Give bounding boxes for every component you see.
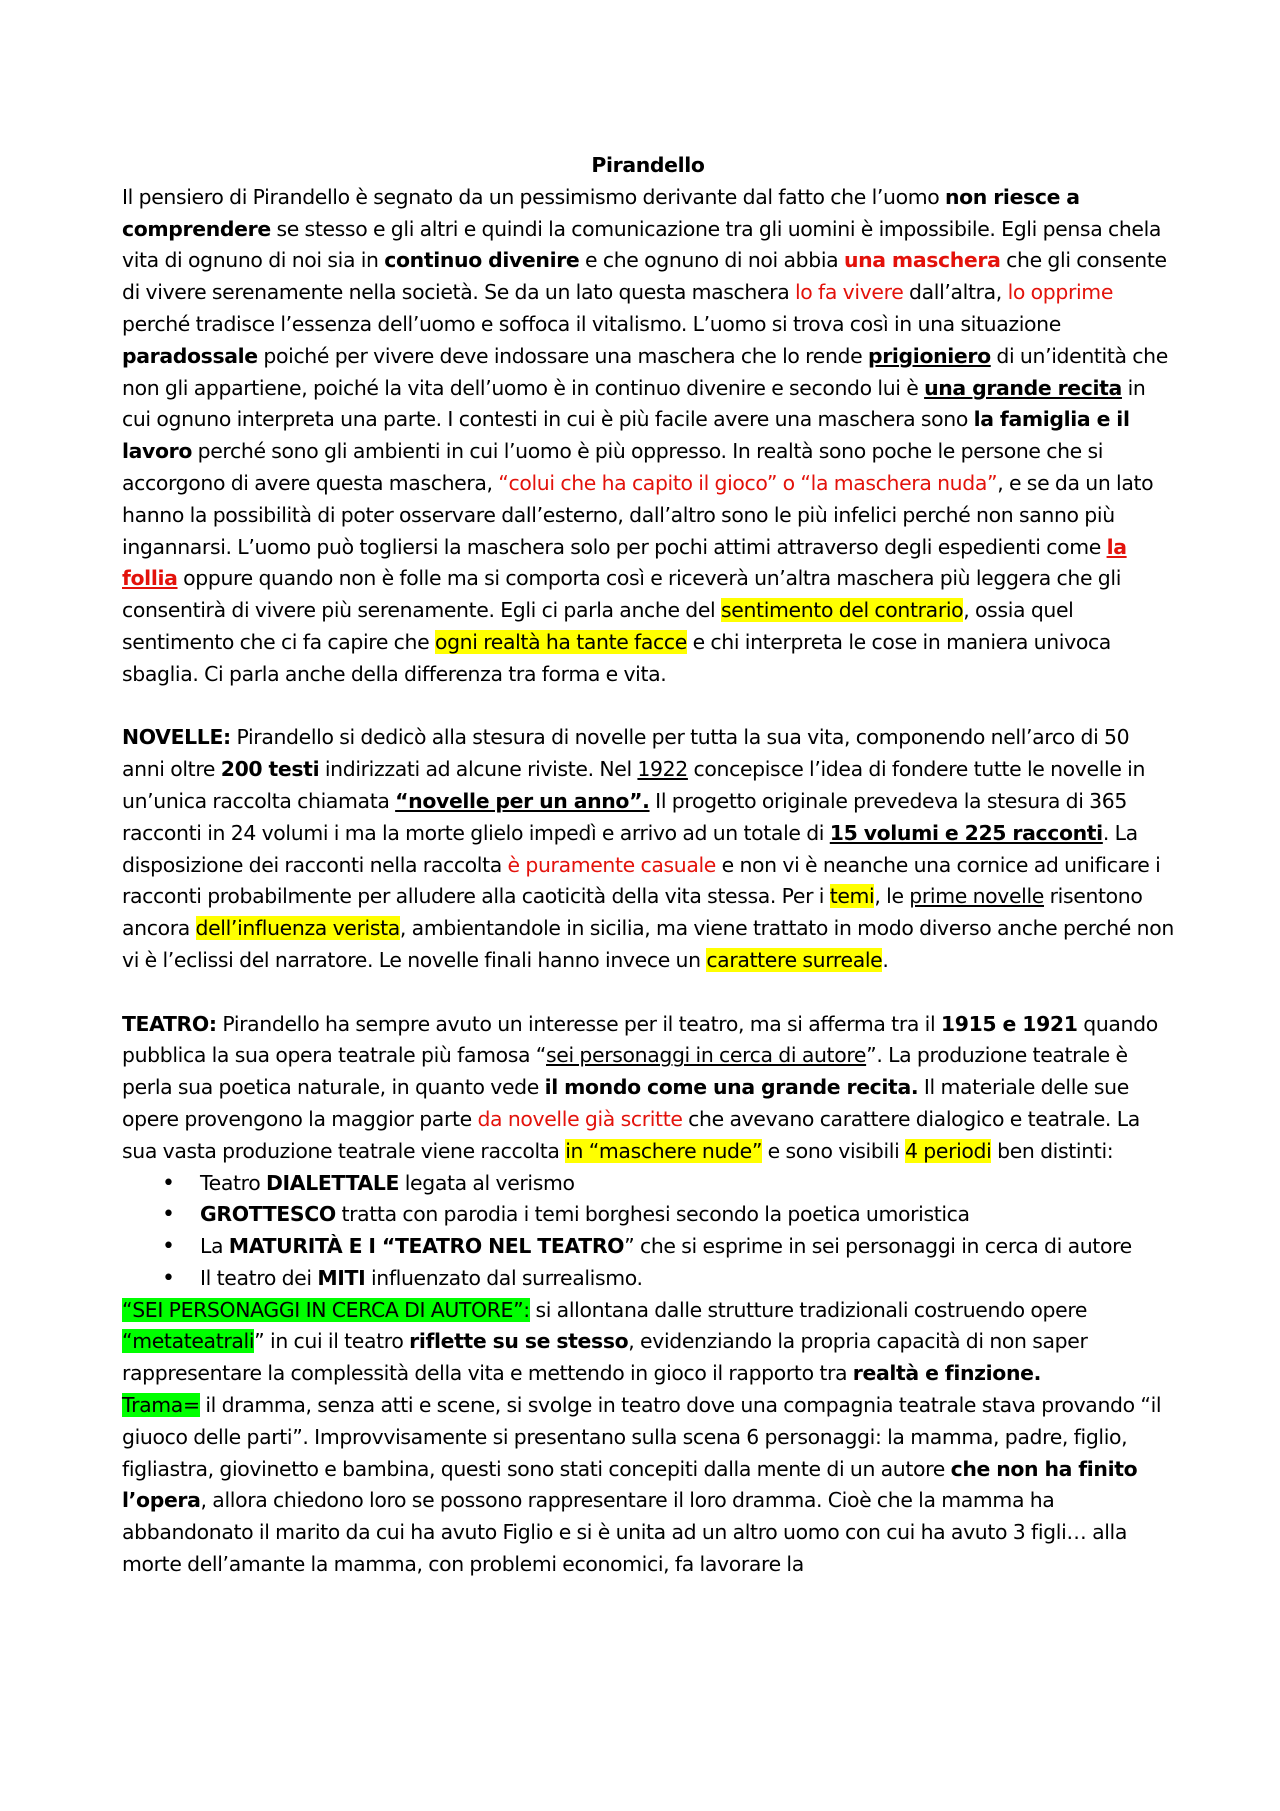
- list-item: [122, 1231, 1174, 1263]
- teatro-paragraph: [122, 1009, 1174, 1168]
- text-run: 1915 e 1921: [940, 1011, 1078, 1036]
- text-run: La: [200, 1234, 229, 1259]
- text-run: 4 periodi: [905, 1138, 992, 1163]
- periodi-list: [122, 1168, 1174, 1295]
- page-title: Pirandello: [591, 153, 705, 177]
- text-run: Pirandello si dedicò alla stesura di novelle per tutta la sua vita, componendo nell’arco di 50 anni oltre: [122, 725, 1130, 782]
- text-run: .: [882, 947, 889, 972]
- text-run: di un’identità che non gli appartiene, poiché la vita dell’uomo è in continuo divenire e secondo lui è: [122, 343, 1168, 400]
- text-run: MATURITÀ E I “TEATRO NEL TEATRO: [228, 1234, 625, 1259]
- document-page: [122, 150, 1174, 1581]
- text-run: “novelle per un anno”.: [395, 788, 650, 813]
- text-run: la follia: [122, 534, 1127, 591]
- text-run: è puramente casuale: [507, 852, 716, 877]
- text-run: 1922: [637, 757, 688, 782]
- text-run: ” in cui il teatro: [254, 1329, 410, 1354]
- text-run: realtà e finzione.: [852, 1361, 1041, 1386]
- text-run: perché sono gli ambienti in cui l’uomo è più oppresso. In realtà sono poche le persone che si accorgono di avere questa maschera,: [122, 439, 1104, 495]
- text-run: Il teatro dei: [200, 1265, 318, 1290]
- text-run: prigioniero: [867, 343, 991, 368]
- text-run: continuo divenire: [384, 248, 580, 273]
- text-run: riflette su se stesso: [409, 1329, 629, 1354]
- section-heading-novelle: NOVELLE:: [122, 725, 231, 750]
- text-run: , e se da un lato hanno la possibilità di poter osservare dall’esterno, dall’altro sono le più infelici perché non sanno più ingannarsi. L’uomo può togliersi la maschera solo per pochi attimi attraverso degli espedienti come: [122, 470, 1154, 559]
- list-item: [122, 1168, 1174, 1200]
- text-run: e non vi è neanche una cornice ad unificare i racconti probabilmente per alludere alla caoticità della vita stessa. Per i: [122, 852, 1161, 909]
- paragraph-gap: [122, 691, 1174, 723]
- text-run: , ossia quel sentimento che ci fa capire che: [122, 598, 1074, 654]
- text-run: risentono ancora: [122, 884, 1143, 941]
- text-run: una maschera: [843, 248, 1001, 273]
- text-run: la famiglia e il lavoro: [122, 407, 1130, 464]
- text-run: “colui che ha capito il gioco” o “la maschera nuda”: [498, 470, 998, 495]
- text-run: quando pubblica la sua opera teatrale più famosa “: [122, 1011, 1158, 1068]
- text-run: se stesso e gli altri e quindi la comunicazione tra gli uomini è impossibile. Egli pensa chela vita di ognuno di noi sia in: [122, 216, 1162, 273]
- text-run: che gli consente di vivere serenamente nella società. Se da un lato questa maschera: [122, 248, 1167, 305]
- novelle-paragraph: [122, 722, 1174, 976]
- section-heading-sei-personaggi: “SEI PERSONAGGI IN CERCA DI AUTORE”:: [122, 1297, 530, 1322]
- text-run: ben distinti:: [991, 1138, 1114, 1163]
- text-run: GROTTESCO: [200, 1202, 336, 1227]
- text-run: sei personaggi in cerca di autore: [546, 1043, 867, 1068]
- trama-paragraph: [122, 1390, 1174, 1581]
- text-run: il dramma, senza atti e scene, si svolge in teatro dove una compagnia teatrale stava provando “il giuoco delle parti”. Improvvisamente si presentano sulla scena 6 personaggi: la mamma, padre, figlio, figliastra, giovinetto e bambina, questi sono stati concepiti dalla mente di un autore: [122, 1393, 1162, 1481]
- text-run: , allora chiedono loro se possono rappresentare il loro dramma. Cioè che la mamma ha abbandonato il marito da cui ha avuto Figlio e si è unita ad un altro uomo con cui ha avuto 3 figli… alla morte dell’amante la mamma, con problemi economici, fa lavorare la: [122, 1488, 1127, 1577]
- text-run: influenzato dal surrealismo.: [365, 1265, 643, 1290]
- text-run: poiché per vivere deve indossare una maschera che lo rende: [257, 343, 868, 368]
- text-run: una grande recita: [924, 375, 1122, 400]
- list-item: [122, 1263, 1174, 1295]
- text-run: , le: [874, 884, 910, 909]
- text-run: , ambientandole in sicilia, ma viene trattato in modo diverso anche perché non vi è l’eclissi del narratore. Le novelle finali hanno invece un: [122, 916, 1174, 972]
- text-run: e chi interpreta le cose in maniera univoca sbaglia. Ci parla anche della differenza tra forma e vita.: [122, 629, 1111, 686]
- text-run: sentimento del contrario: [721, 598, 964, 623]
- text-run: in cui ognuno interpreta una parte. I contesti in cui è più facile avere una maschera sono: [122, 375, 1146, 432]
- text-run: il mondo come una grande recita.: [544, 1075, 919, 1100]
- list-item: [122, 1199, 1174, 1231]
- text-run: carattere surreale: [706, 947, 883, 972]
- text-run: , evidenziando la propria capacità di non saper rappresentare la complessità della vita e mettendo in gioco il rapporto tra: [122, 1329, 1088, 1386]
- paragraph-gap: [122, 977, 1174, 1009]
- sei-personaggi-paragraph: [122, 1295, 1174, 1390]
- text-run: lo opprime: [1007, 280, 1114, 305]
- text-run: Il pensiero di Pirandello è segnato da un pessimismo derivante dal fatto che l’uomo: [122, 184, 945, 209]
- text-run: si allontana dalle strutture tradizionali costruendo opere: [529, 1297, 1088, 1322]
- text-run: e sono visibili: [762, 1138, 906, 1163]
- text-run: 200 testi: [220, 757, 320, 782]
- text-run: indirizzati ad alcune riviste. Nel: [319, 757, 638, 782]
- text-run: ” che si esprime in sei personaggi in cerca di autore: [624, 1234, 1132, 1259]
- text-run: che non ha finito l’opera: [122, 1456, 1138, 1513]
- text-run: tratta con parodia i temi borghesi secondo la poetica umoristica: [335, 1202, 970, 1227]
- text-run: Il materiale delle sue opere provengono la maggior parte: [122, 1075, 1129, 1131]
- text-run: Pirandello ha sempre avuto un interesse per il teatro, ma si afferma tra il: [216, 1011, 941, 1036]
- text-run: oppure quando non è folle ma si comporta così e riceverà un’altra maschera più leggera che gli consentirà di vivere più serenamente. Egli ci parla anche del: [122, 566, 1122, 623]
- text-run: che avevano carattere dialogico e teatrale. La sua vasta produzione teatrale viene raccolta: [122, 1106, 1140, 1163]
- text-run: Teatro: [200, 1170, 266, 1195]
- text-run: . La disposizione dei racconti nella raccolta: [122, 820, 1138, 877]
- text-run: temi: [829, 884, 875, 909]
- text-run: Il progetto originale prevedeva la stesura di 365 racconti in 24 volumi i ma la morte glielo impedì e arrivo ad un totale di: [122, 788, 1128, 845]
- text-run: lo fa vivere: [794, 280, 904, 305]
- text-run: e che ognuno di noi abbia: [579, 248, 844, 273]
- text-run: legata al verismo: [399, 1170, 575, 1195]
- text-run: DIALETTALE: [265, 1170, 400, 1195]
- text-run: paradossale: [122, 343, 258, 368]
- text-run: dall’altra,: [903, 280, 1008, 305]
- text-run: MITI: [317, 1265, 366, 1290]
- text-run: dell’influenza verista: [195, 916, 400, 941]
- text-run: da novelle già scritte: [477, 1106, 683, 1131]
- intro-paragraph: [122, 182, 1174, 691]
- text-run: “metateatrali: [122, 1329, 255, 1354]
- text-run: 15 volumi e 225 racconti: [829, 820, 1103, 845]
- text-run: perché tradisce l’essenza dell’uomo e soffoca il vitalismo. L’uomo si trova così in una situazione: [122, 311, 1061, 336]
- trama-label: Trama=: [122, 1393, 200, 1418]
- text-run: ”. La produzione teatrale è perla sua poetica naturale, in quanto vede: [122, 1043, 1128, 1100]
- text-run: ogni realtà ha tante facce: [434, 629, 687, 654]
- text-run: concepisce l’idea di fondere tutte le novelle in un’unica raccolta chiamata: [122, 757, 1146, 813]
- section-heading-teatro: TEATRO:: [122, 1011, 217, 1036]
- text-run: non riesce a comprendere: [122, 184, 1080, 241]
- text-run: in “maschere nude”: [565, 1138, 763, 1163]
- text-run: prime novelle: [909, 884, 1044, 909]
